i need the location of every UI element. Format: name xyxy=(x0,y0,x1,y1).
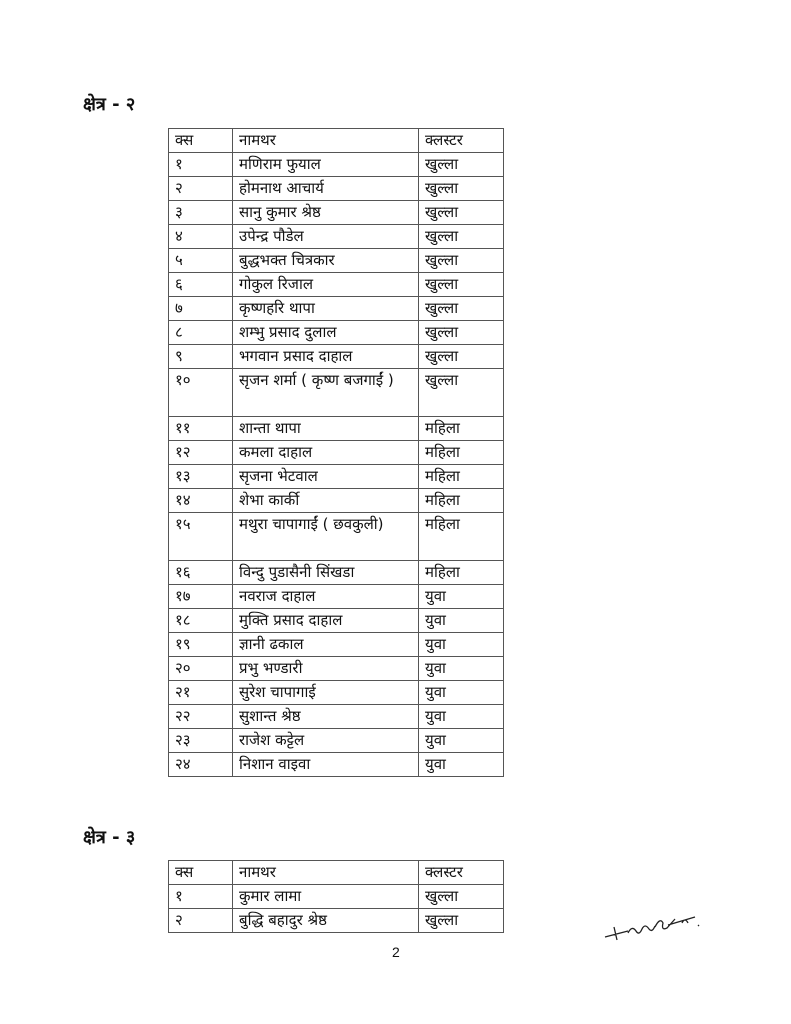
table-row xyxy=(169,273,504,297)
name-cell: होमनाथ आचार्य xyxy=(233,177,419,201)
serial-cell: १७ xyxy=(169,585,233,609)
serial-cell: २३ xyxy=(169,729,233,753)
serial-cell: ३ xyxy=(169,201,233,225)
cluster-cell: खुल्ला xyxy=(419,201,504,225)
table-row xyxy=(169,249,504,273)
serial-cell: १० xyxy=(169,369,233,417)
cluster-cell: युवा xyxy=(419,681,504,705)
table-row xyxy=(169,753,504,777)
table-row xyxy=(169,225,504,249)
column-header: नामथर xyxy=(233,861,419,885)
members-table-section-3 xyxy=(168,860,504,933)
serial-cell: १ xyxy=(169,885,233,909)
table-row xyxy=(169,153,504,177)
serial-cell: १ xyxy=(169,153,233,177)
cluster-cell: खुल्ला xyxy=(419,369,504,417)
name-cell: उपेन्द्र पौडेल xyxy=(233,225,419,249)
column-header: क्लस्टर xyxy=(419,861,504,885)
table-row xyxy=(169,297,504,321)
name-cell: निशान वाइवा xyxy=(233,753,419,777)
serial-cell: ५ xyxy=(169,249,233,273)
cluster-cell: महिला xyxy=(419,465,504,489)
table-header-row xyxy=(169,861,504,885)
cluster-cell: महिला xyxy=(419,513,504,561)
table-row xyxy=(169,681,504,705)
table-row xyxy=(169,321,504,345)
cluster-cell: खुल्ला xyxy=(419,321,504,345)
signature-image xyxy=(600,905,710,945)
cluster-cell: खुल्ला xyxy=(419,225,504,249)
serial-cell: २ xyxy=(169,177,233,201)
cluster-cell: खुल्ला xyxy=(419,153,504,177)
name-cell: सृजन शर्मा ( कृष्ण बजगाईं ) xyxy=(233,369,419,417)
serial-cell: ९ xyxy=(169,345,233,369)
table-row xyxy=(169,489,504,513)
cluster-cell: खुल्ला xyxy=(419,909,504,933)
cluster-cell: युवा xyxy=(419,753,504,777)
table-header-row xyxy=(169,129,504,153)
serial-cell: २१ xyxy=(169,681,233,705)
cluster-cell: महिला xyxy=(419,489,504,513)
cluster-cell: खुल्ला xyxy=(419,249,504,273)
table-row xyxy=(169,177,504,201)
cluster-cell: युवा xyxy=(419,633,504,657)
page-number: 2 xyxy=(392,944,400,960)
table-row xyxy=(169,909,504,933)
name-cell: शेभा कार्की xyxy=(233,489,419,513)
serial-cell: २४ xyxy=(169,753,233,777)
table-row xyxy=(169,561,504,585)
column-header: क्स xyxy=(169,129,233,153)
name-cell: प्रभु भण्डारी xyxy=(233,657,419,681)
column-header: क्लस्टर xyxy=(419,129,504,153)
cluster-cell: युवा xyxy=(419,657,504,681)
table-row xyxy=(169,345,504,369)
cluster-cell: खुल्ला xyxy=(419,177,504,201)
table-row xyxy=(169,729,504,753)
name-cell: कृष्णहरि थापा xyxy=(233,297,419,321)
column-header: नामथर xyxy=(233,129,419,153)
serial-cell: २ xyxy=(169,909,233,933)
name-cell: मथुरा चापागाईं ( छवकुली) xyxy=(233,513,419,561)
name-cell: सुरेश चापागाई xyxy=(233,681,419,705)
cluster-cell: खुल्ला xyxy=(419,297,504,321)
serial-cell: ७ xyxy=(169,297,233,321)
serial-cell: १४ xyxy=(169,489,233,513)
serial-cell: ८ xyxy=(169,321,233,345)
cluster-cell: युवा xyxy=(419,585,504,609)
name-cell: नवराज दाहाल xyxy=(233,585,419,609)
name-cell: सुशान्त श्रेष्ठ xyxy=(233,705,419,729)
serial-cell: २० xyxy=(169,657,233,681)
serial-cell: १५ xyxy=(169,513,233,561)
table-row xyxy=(169,465,504,489)
cluster-cell: युवा xyxy=(419,705,504,729)
table-row xyxy=(169,201,504,225)
serial-cell: १९ xyxy=(169,633,233,657)
section-heading-3: क्षेत्र - ३ xyxy=(83,827,136,848)
members-table-section-2 xyxy=(168,128,504,777)
table-row xyxy=(169,369,504,417)
table-row xyxy=(169,657,504,681)
serial-cell: १६ xyxy=(169,561,233,585)
cluster-cell: महिला xyxy=(419,417,504,441)
serial-cell: ४ xyxy=(169,225,233,249)
name-cell: बुद्धि बहादुर श्रेष्ठ xyxy=(233,909,419,933)
cluster-cell: युवा xyxy=(419,609,504,633)
cluster-cell: महिला xyxy=(419,561,504,585)
name-cell: विन्दु पुडासैनी सिंखडा xyxy=(233,561,419,585)
serial-cell: २२ xyxy=(169,705,233,729)
table-row xyxy=(169,885,504,909)
cluster-cell: युवा xyxy=(419,729,504,753)
name-cell: सानु कुमार श्रेष्ठ xyxy=(233,201,419,225)
table-row xyxy=(169,705,504,729)
cluster-cell: खुल्ला xyxy=(419,345,504,369)
cluster-cell: महिला xyxy=(419,441,504,465)
serial-cell: ११ xyxy=(169,417,233,441)
table-row xyxy=(169,441,504,465)
name-cell: गोकुल रिजाल xyxy=(233,273,419,297)
table-row xyxy=(169,513,504,561)
name-cell: मुक्ति प्रसाद दाहाल xyxy=(233,609,419,633)
table-row xyxy=(169,633,504,657)
name-cell: कुमार लामा xyxy=(233,885,419,909)
name-cell: शम्भु प्रसाद दुलाल xyxy=(233,321,419,345)
name-cell: राजेश कट्टेल xyxy=(233,729,419,753)
cluster-cell: खुल्ला xyxy=(419,885,504,909)
name-cell: भगवान प्रसाद दाहाल xyxy=(233,345,419,369)
column-header: क्स xyxy=(169,861,233,885)
serial-cell: १३ xyxy=(169,465,233,489)
serial-cell: ६ xyxy=(169,273,233,297)
name-cell: सृजना भेटवाल xyxy=(233,465,419,489)
cluster-cell: खुल्ला xyxy=(419,273,504,297)
table-row xyxy=(169,417,504,441)
name-cell: बुद्धभक्त चित्रकार xyxy=(233,249,419,273)
table-row xyxy=(169,585,504,609)
table-row xyxy=(169,609,504,633)
section-heading-2: क्षेत्र - २ xyxy=(83,94,136,115)
serial-cell: १२ xyxy=(169,441,233,465)
name-cell: कमला दाहाल xyxy=(233,441,419,465)
name-cell: मणिराम फुयाल xyxy=(233,153,419,177)
name-cell: शान्ता थापा xyxy=(233,417,419,441)
name-cell: ज्ञानी ढकाल xyxy=(233,633,419,657)
serial-cell: १८ xyxy=(169,609,233,633)
